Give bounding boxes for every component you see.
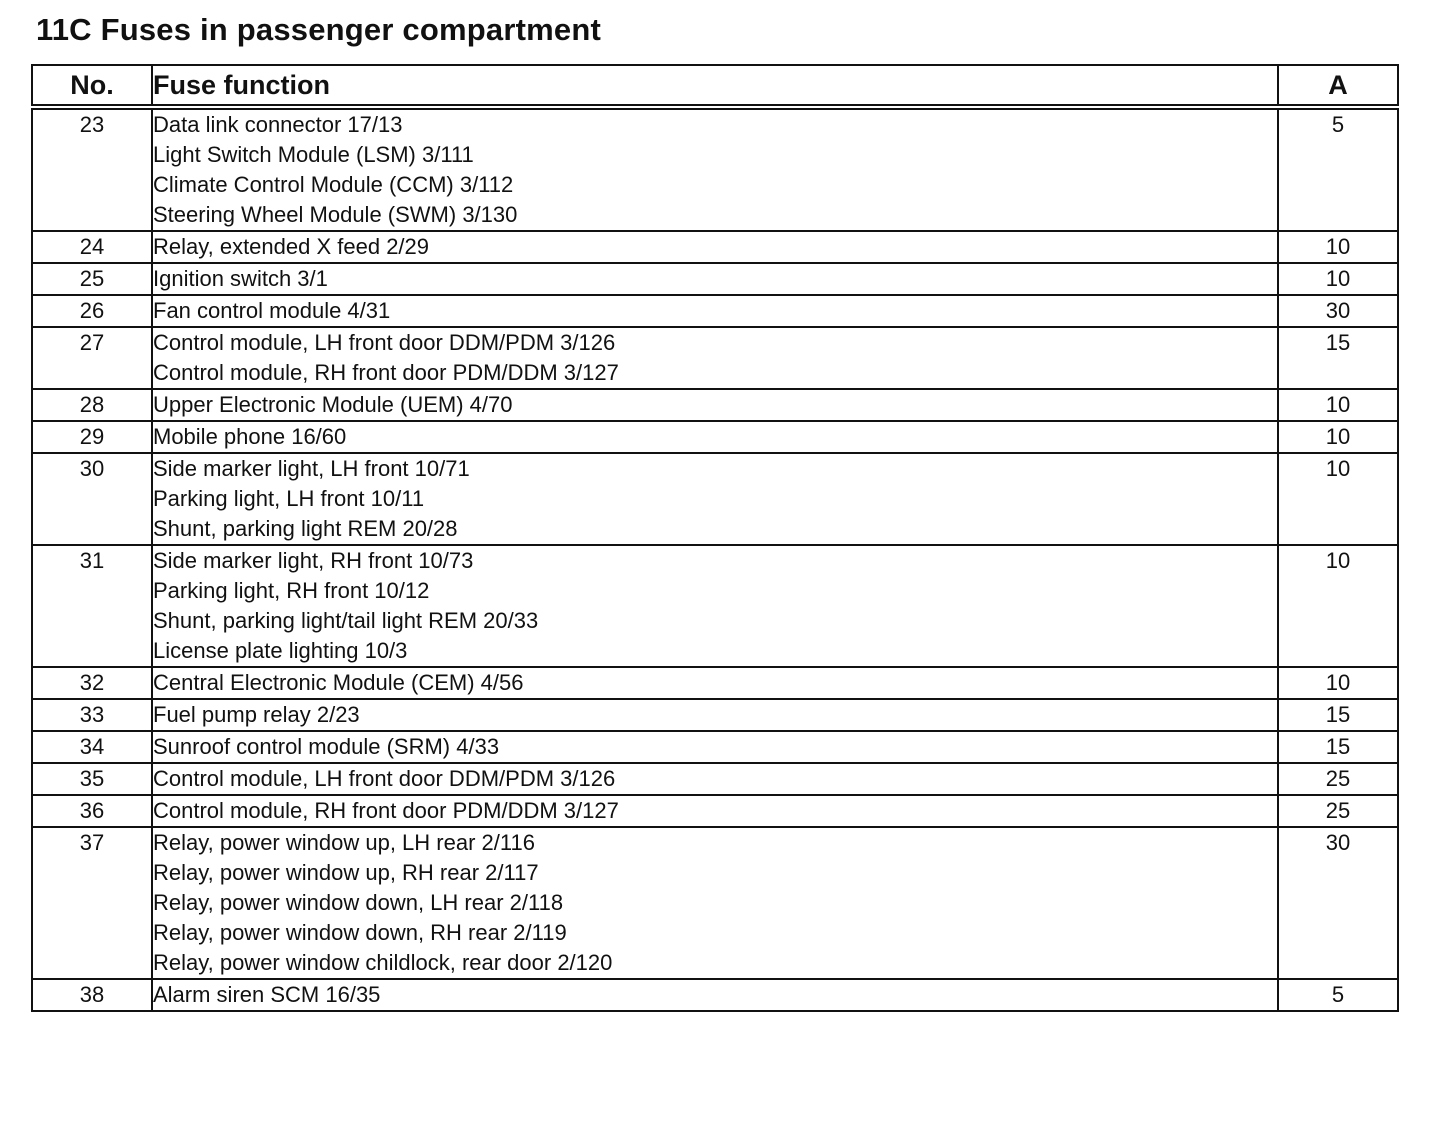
fuse-function-line: Parking light, RH front 10/12 xyxy=(153,578,430,603)
table-row xyxy=(32,263,1398,295)
fuse-function-line: Relay, extended X feed 2/29 xyxy=(153,234,430,259)
fuse-amperage: 25 xyxy=(1278,795,1398,827)
fuse-rows xyxy=(32,107,1398,1011)
fuse-number: 26 xyxy=(32,295,152,327)
fuse-function-line: Control module, RH front door PDM/DDM 3/127 xyxy=(153,360,619,385)
fuse-number: 25 xyxy=(32,263,152,295)
fuse-function-line: Relay, power window down, RH rear 2/119 xyxy=(153,920,567,945)
table-row xyxy=(32,327,1398,389)
fuse-function-line: Relay, power window up, LH rear 2/116 xyxy=(153,830,535,855)
fuse-function-line: Sunroof control module (SRM) 4/33 xyxy=(153,734,500,759)
fuse-function-line: Fuel pump relay 2/23 xyxy=(153,702,360,727)
fuse-function-line: Control module, RH front door PDM/DDM 3/127 xyxy=(153,798,619,823)
fuse-function-cell xyxy=(152,979,1278,1011)
fuse-number: 29 xyxy=(32,421,152,453)
fuse-function-line: Relay, power window down, LH rear 2/118 xyxy=(153,890,564,915)
fuse-number: 31 xyxy=(32,545,152,667)
fuse-function-line: Control module, LH front door DDM/PDM 3/126 xyxy=(153,766,616,791)
header-amperage: A xyxy=(1278,65,1398,107)
fuse-function-line: Relay, power window up, RH rear 2/117 xyxy=(153,860,539,885)
fuse-number: 33 xyxy=(32,699,152,731)
table-row xyxy=(32,763,1398,795)
table-row xyxy=(32,421,1398,453)
fuse-number: 32 xyxy=(32,667,152,699)
fuse-amperage: 30 xyxy=(1278,827,1398,979)
table-row xyxy=(32,389,1398,421)
fuse-amperage: 30 xyxy=(1278,295,1398,327)
fuse-amperage: 25 xyxy=(1278,763,1398,795)
header-fuse-function: Fuse function xyxy=(152,65,1278,107)
fuse-function-cell xyxy=(152,827,1278,979)
fuse-function-cell xyxy=(152,421,1278,453)
fuse-number: 28 xyxy=(32,389,152,421)
fuse-function-cell xyxy=(152,545,1278,667)
table-row xyxy=(32,545,1398,667)
fuse-amperage: 5 xyxy=(1278,979,1398,1011)
fuse-number: 37 xyxy=(32,827,152,979)
table-row xyxy=(32,731,1398,763)
fuse-amperage: 10 xyxy=(1278,263,1398,295)
fuse-function-cell xyxy=(152,731,1278,763)
fuse-function-line: Steering Wheel Module (SWM) 3/130 xyxy=(153,202,518,227)
fuse-function-cell xyxy=(152,389,1278,421)
fuse-function-cell xyxy=(152,763,1278,795)
fuse-function-line: Central Electronic Module (CEM) 4/56 xyxy=(153,670,524,695)
fuse-function-cell xyxy=(152,327,1278,389)
fuse-amperage: 10 xyxy=(1278,453,1398,545)
fuse-function-cell xyxy=(152,667,1278,699)
table-row xyxy=(32,795,1398,827)
fuse-function-cell xyxy=(152,231,1278,263)
fuse-number: 23 xyxy=(32,107,152,231)
table-row xyxy=(32,453,1398,545)
table-row xyxy=(32,827,1398,979)
fuse-function-line: Shunt, parking light/tail light REM 20/33 xyxy=(153,608,539,633)
table-row xyxy=(32,979,1398,1011)
fuse-amperage: 10 xyxy=(1278,231,1398,263)
fuse-function-line: Parking light, LH front 10/11 xyxy=(153,486,425,511)
fuse-function-line: Mobile phone 16/60 xyxy=(153,424,347,449)
fuse-number: 35 xyxy=(32,763,152,795)
fuse-amperage: 15 xyxy=(1278,699,1398,731)
fuse-number: 38 xyxy=(32,979,152,1011)
fuse-function-line: Side marker light, RH front 10/73 xyxy=(153,548,474,573)
fuse-function-line: Side marker light, LH front 10/71 xyxy=(153,456,470,481)
table-row xyxy=(32,667,1398,699)
fuse-function-cell xyxy=(152,263,1278,295)
fuse-function-cell xyxy=(152,699,1278,731)
fuse-function-line: Fan control module 4/31 xyxy=(153,298,391,323)
page-title: 11C Fuses in passenger compartment xyxy=(36,12,601,47)
fuse-function-line: Ignition switch 3/1 xyxy=(153,266,328,291)
fuse-function-line: Climate Control Module (CCM) 3/112 xyxy=(153,172,514,197)
fuse-number: 36 xyxy=(32,795,152,827)
fuse-amperage: 15 xyxy=(1278,731,1398,763)
fuse-table xyxy=(31,64,1399,1012)
table-row xyxy=(32,295,1398,327)
fuse-function-line: Upper Electronic Module (UEM) 4/70 xyxy=(153,392,513,417)
fuse-number: 30 xyxy=(32,453,152,545)
header-no: No. xyxy=(32,65,152,107)
fuse-function-line: Data link connector 17/13 xyxy=(153,112,403,137)
table-row xyxy=(32,231,1398,263)
fuse-function-cell xyxy=(152,795,1278,827)
fuse-amperage: 10 xyxy=(1278,545,1398,667)
table-row xyxy=(32,699,1398,731)
fuse-number: 34 xyxy=(32,731,152,763)
fuse-function-line: Control module, LH front door DDM/PDM 3/126 xyxy=(153,330,616,355)
fuse-amperage: 10 xyxy=(1278,389,1398,421)
fuse-amperage: 15 xyxy=(1278,327,1398,389)
fuse-function-line: Light Switch Module (LSM) 3/111 xyxy=(153,142,474,167)
fuse-number: 27 xyxy=(32,327,152,389)
table-row xyxy=(32,107,1398,231)
fuse-function-line: Relay, power window childlock, rear door 2/120 xyxy=(153,950,613,975)
fuse-amperage: 5 xyxy=(1278,107,1398,231)
table-header-row xyxy=(32,65,1398,107)
fuse-function-cell xyxy=(152,295,1278,327)
fuse-function-line: Alarm siren SCM 16/35 xyxy=(153,982,381,1007)
fuse-function-cell xyxy=(152,453,1278,545)
fuse-function-cell xyxy=(152,107,1278,231)
fuse-amperage: 10 xyxy=(1278,421,1398,453)
fuse-function-line: License plate lighting 10/3 xyxy=(153,638,408,663)
fuse-amperage: 10 xyxy=(1278,667,1398,699)
fuse-number: 24 xyxy=(32,231,152,263)
fuse-function-line: Shunt, parking light REM 20/28 xyxy=(153,516,458,541)
